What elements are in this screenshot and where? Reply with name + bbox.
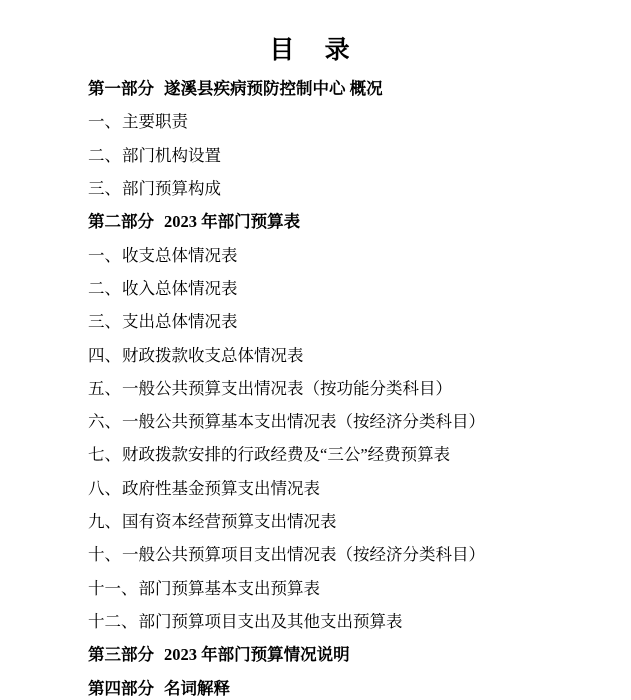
toc-entry[interactable] [88,480,591,497]
toc-entry-label: 收入总体情况表 [122,278,238,298]
toc-entry-number: 六、 [88,412,121,432]
toc-entry-number: 二、 [88,278,121,298]
toc-entry[interactable] [88,380,591,397]
toc-entry-number: 一、 [88,112,121,132]
toc-entry-label: 部门预算项目支出及其他支出预算表 [138,612,403,631]
toc-entry-label: 2023 年部门预算情况说明 [164,645,350,665]
toc-entry-number: 五、 [88,378,121,398]
toc-entry[interactable] [88,347,591,364]
toc-entry-number: 十二、 [88,612,138,631]
toc-entry-label: 财政拨款收支总体情况表 [122,345,304,365]
toc-entry-label: 一般公共预算支出情况表（按功能分类科目） [122,378,452,398]
toc-entry-label: 国有资本经营预算支出情况表 [122,512,337,532]
toc-entry-label: 一般公共预算项目支出情况表（按经济分类科目） [122,545,485,565]
toc-entry[interactable] [88,646,591,663]
toc-entry-number: 八、 [88,478,121,498]
toc-entry-number: 十一、 [88,578,138,598]
toc-entry-number: 第一部分 [88,79,154,98]
toc-entry-number: 四、 [88,345,121,365]
toc-entry-number: 九、 [88,512,121,532]
toc-entry-number: 第二部分 [88,212,154,232]
toc-entry-label: 部门预算基本支出预算表 [138,578,320,598]
toc-entry[interactable] [88,247,591,264]
toc-entry-label: 收支总体情况表 [122,245,238,265]
toc-entry-label: 遂溪县疾病预防控制中心 概况 [164,79,383,98]
toc-entry[interactable] [88,280,591,297]
toc-entry-label: 财政拨款安排的行政经费及“三公”经费预算表 [122,445,451,465]
toc-entry-number: 二、 [88,145,121,165]
toc-entry-number: 十、 [88,545,121,565]
toc-entry-label: 政府性基金预算支出情况表 [122,478,320,498]
toc-entry-label: 部门预算构成 [122,178,221,198]
toc-entry-label: 支出总体情况表 [122,312,238,332]
toc-entry[interactable] [88,413,591,430]
toc-entry[interactable] [88,213,591,230]
table-of-contents [40,80,591,697]
toc-entry[interactable] [88,580,591,597]
toc-entry[interactable] [88,180,591,197]
toc-entry[interactable] [88,513,591,530]
toc-entry[interactable] [88,546,591,563]
toc-entry-label: 2023 年部门预算表 [164,212,301,232]
toc-entry-label: 主要职责 [122,112,188,132]
toc-entry-number: 第四部分 [88,678,154,698]
toc-entry[interactable] [88,680,591,697]
toc-entry-number: 一、 [88,245,121,265]
toc-entry[interactable] [88,313,591,330]
toc-entry[interactable] [88,446,591,463]
toc-entry-number: 七、 [88,445,121,465]
toc-entry-number: 第三部分 [88,645,154,665]
toc-entry-label: 一般公共预算基本支出情况表（按经济分类科目） [122,412,485,432]
toc-entry[interactable] [88,147,591,164]
toc-entry[interactable] [88,80,591,97]
toc-entry-label: 名词解释 [164,678,230,698]
toc-entry[interactable] [88,113,591,130]
page-title: 目 录 [269,37,362,64]
toc-entry-label: 部门机构设置 [122,145,221,165]
toc-entry-number: 三、 [88,312,121,332]
toc-entry[interactable] [88,613,591,630]
toc-entry-number: 三、 [88,178,121,198]
